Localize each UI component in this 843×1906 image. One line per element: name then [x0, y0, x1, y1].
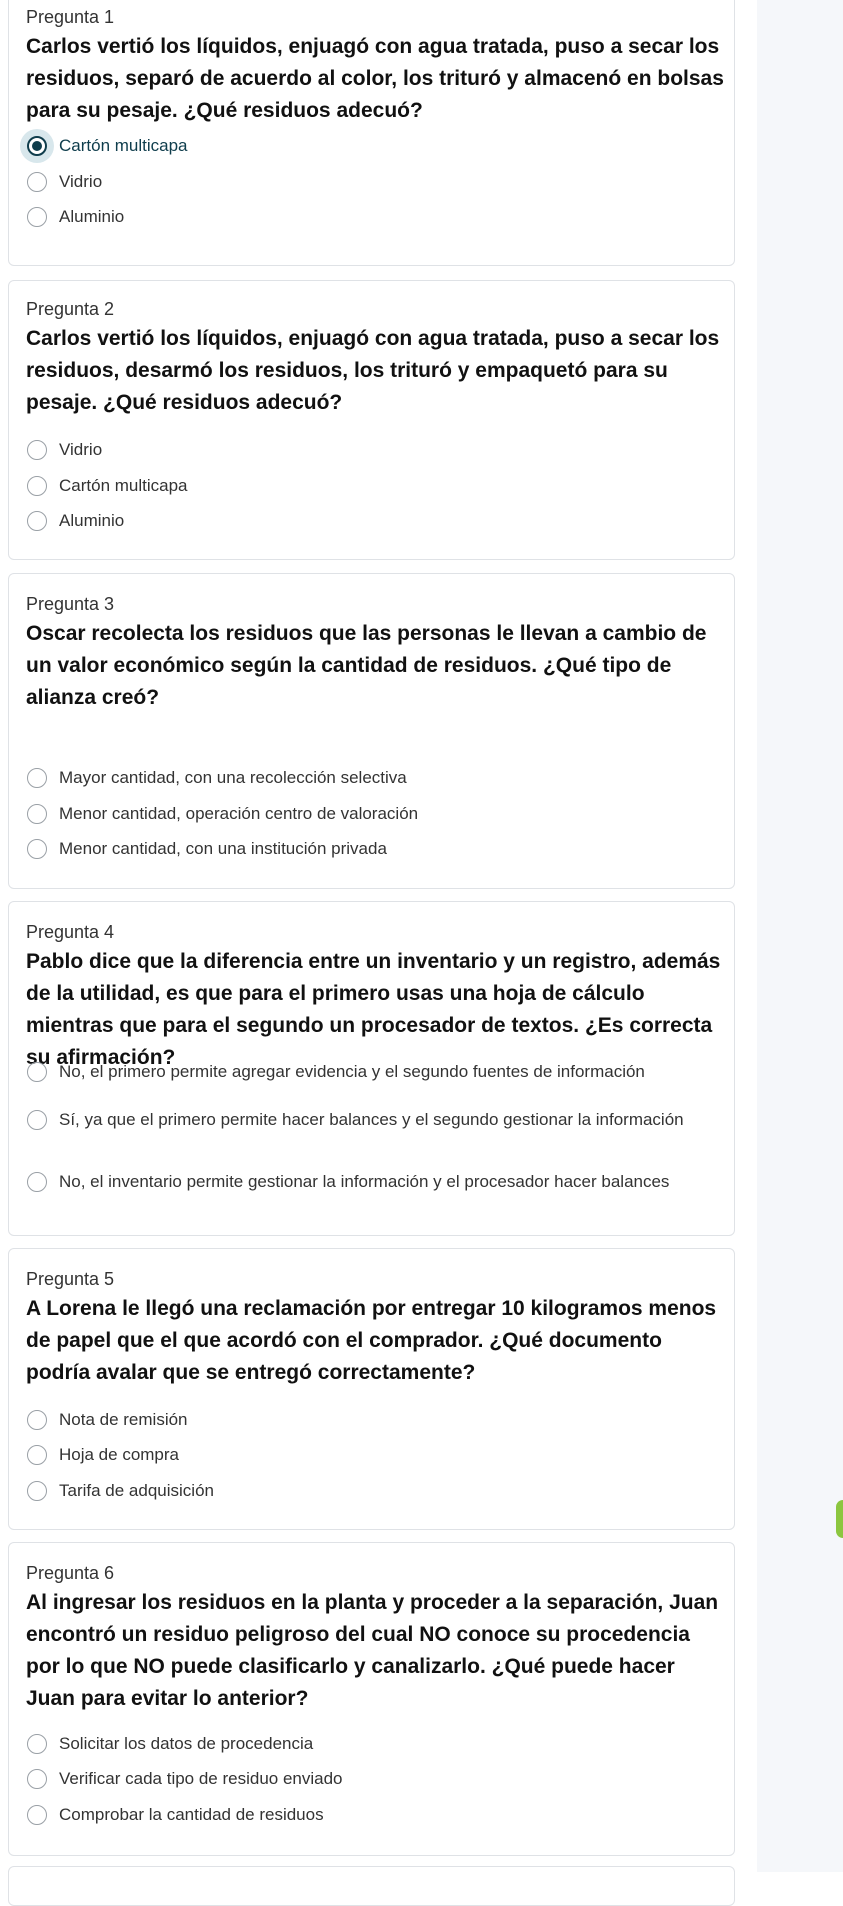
option-comprobar-cantidad[interactable]	[26, 1800, 716, 1830]
radio-icon[interactable]	[27, 172, 47, 192]
option-label: Solicitar los datos de procedencia	[59, 1734, 314, 1753]
radio-icon[interactable]	[27, 1062, 47, 1082]
radio-icon[interactable]	[27, 1481, 47, 1501]
radio-icon[interactable]	[27, 1734, 47, 1754]
option-carton-multicapa[interactable]	[26, 471, 716, 501]
radio-icon[interactable]	[27, 768, 47, 788]
option-vidrio[interactable]	[26, 167, 716, 197]
option-tarifa-adquisicion[interactable]	[26, 1476, 716, 1506]
radio-icon[interactable]	[27, 1410, 47, 1430]
option-verificar-tipo[interactable]	[26, 1764, 716, 1794]
radio-icon[interactable]	[27, 207, 47, 227]
option-mayor-cantidad[interactable]	[26, 763, 716, 793]
option-label: Aluminio	[59, 207, 125, 226]
question-card-5	[8, 1248, 735, 1530]
option-label: Cartón multicapa	[59, 476, 188, 495]
option-label: Sí, ya que el primero permite hacer balances y el segundo gestionar la información	[59, 1110, 684, 1129]
question-card-6	[8, 1542, 735, 1856]
radio-icon[interactable]	[27, 511, 47, 531]
radio-icon[interactable]	[27, 1172, 47, 1192]
option-label: Vidrio	[59, 172, 103, 191]
radio-icon[interactable]	[27, 804, 47, 824]
radio-icon[interactable]	[27, 1769, 47, 1789]
question-label: Pregunta 4	[26, 922, 115, 942]
option-label: Nota de remisión	[59, 1410, 188, 1429]
question-label: Pregunta 1	[26, 7, 115, 27]
floating-action-button[interactable]	[836, 1500, 843, 1538]
option-vidrio[interactable]	[26, 435, 716, 465]
option-carton-multicapa[interactable]	[26, 131, 716, 161]
question-text: A Lorena le llegó una reclamación por entregar 10 kilogramos menos de papel que el que acordó con el comprador. ¿Qué documento podría avalar que se entregó correctamente?	[26, 1297, 717, 1384]
radio-icon[interactable]	[27, 1805, 47, 1825]
question-card-next-partial	[8, 1866, 735, 1906]
option-evidencia-fuentes[interactable]	[26, 1057, 716, 1087]
question-card-4	[8, 901, 735, 1236]
option-hoja-compra[interactable]	[26, 1440, 716, 1470]
question-label: Pregunta 3	[26, 594, 115, 614]
question-text: Pablo dice que la diferencia entre un inventario y un registro, además de la utilidad, es que para el primero usas una hoja de cálculo mientras que para el segundo un procesador de textos. ¿Es correcta su afirmación?	[26, 950, 721, 1069]
radio-icon[interactable]	[27, 1445, 47, 1465]
question-card-3	[8, 573, 735, 889]
option-label: Vidrio	[59, 440, 103, 459]
option-balances-gestionar[interactable]	[26, 1092, 716, 1148]
option-label: Hoja de compra	[59, 1445, 180, 1464]
right-side-panel	[757, 0, 843, 1872]
option-label: No, el inventario permite gestionar la información y el procesador hacer balances	[59, 1172, 670, 1191]
option-label: Comprobar la cantidad de residuos	[59, 1805, 324, 1824]
option-label: Mayor cantidad, con una recolección selectiva	[59, 768, 407, 787]
option-label: No, el primero permite agregar evidencia y el segundo fuentes de información	[59, 1062, 645, 1081]
option-menor-cantidad-centro[interactable]	[26, 799, 716, 829]
option-menor-cantidad-privada[interactable]	[26, 834, 716, 864]
question-card-2	[8, 280, 735, 560]
question-label: Pregunta 6	[26, 1563, 115, 1583]
option-aluminio[interactable]	[26, 506, 716, 536]
option-label: Verificar cada tipo de residuo enviado	[59, 1769, 343, 1788]
option-label: Menor cantidad, con una institución privada	[59, 839, 387, 858]
question-text: Carlos vertió los líquidos, enjuagó con agua tratada, puso a secar los residuos, desarmó los residuos, los trituró y empaquetó para su pesaje. ¿Qué residuos adecuó?	[26, 327, 720, 414]
option-solicitar-datos[interactable]	[26, 1729, 716, 1759]
radio-icon[interactable]	[27, 440, 47, 460]
question-card-1	[8, 0, 735, 266]
radio-selected-icon[interactable]	[27, 136, 47, 156]
question-text: Oscar recolecta los residuos que las personas le llevan a cambio de un valor económico según la cantidad de residuos. ¿Qué tipo de alianza creó?	[26, 622, 707, 709]
radio-icon[interactable]	[27, 839, 47, 859]
question-label: Pregunta 5	[26, 1269, 115, 1289]
question-text: Al ingresar los residuos en la planta y proceder a la separación, Juan encontró un residuo peligroso del cual NO conoce su procedencia por lo que NO puede clasificarlo y canalizarlo. ¿Qué puede hacer Juan para evitar lo anterior?	[26, 1591, 719, 1710]
option-label: Cartón multicapa	[59, 136, 188, 155]
option-nota-remision[interactable]	[26, 1405, 716, 1435]
option-label: Tarifa de adquisición	[59, 1481, 214, 1500]
option-aluminio[interactable]	[26, 202, 716, 232]
question-label: Pregunta 2	[26, 299, 115, 319]
option-label: Aluminio	[59, 511, 125, 530]
option-label: Menor cantidad, operación centro de valoración	[59, 804, 419, 823]
radio-icon[interactable]	[27, 1110, 47, 1130]
option-inventario-gestionar[interactable]	[26, 1154, 716, 1210]
question-text: Carlos vertió los líquidos, enjuagó con agua tratada, puso a secar los residuos, separó de acuerdo al color, los trituró y almacenó en bolsas para su pesaje. ¿Qué residuos adecuó?	[26, 35, 724, 122]
radio-icon[interactable]	[27, 476, 47, 496]
